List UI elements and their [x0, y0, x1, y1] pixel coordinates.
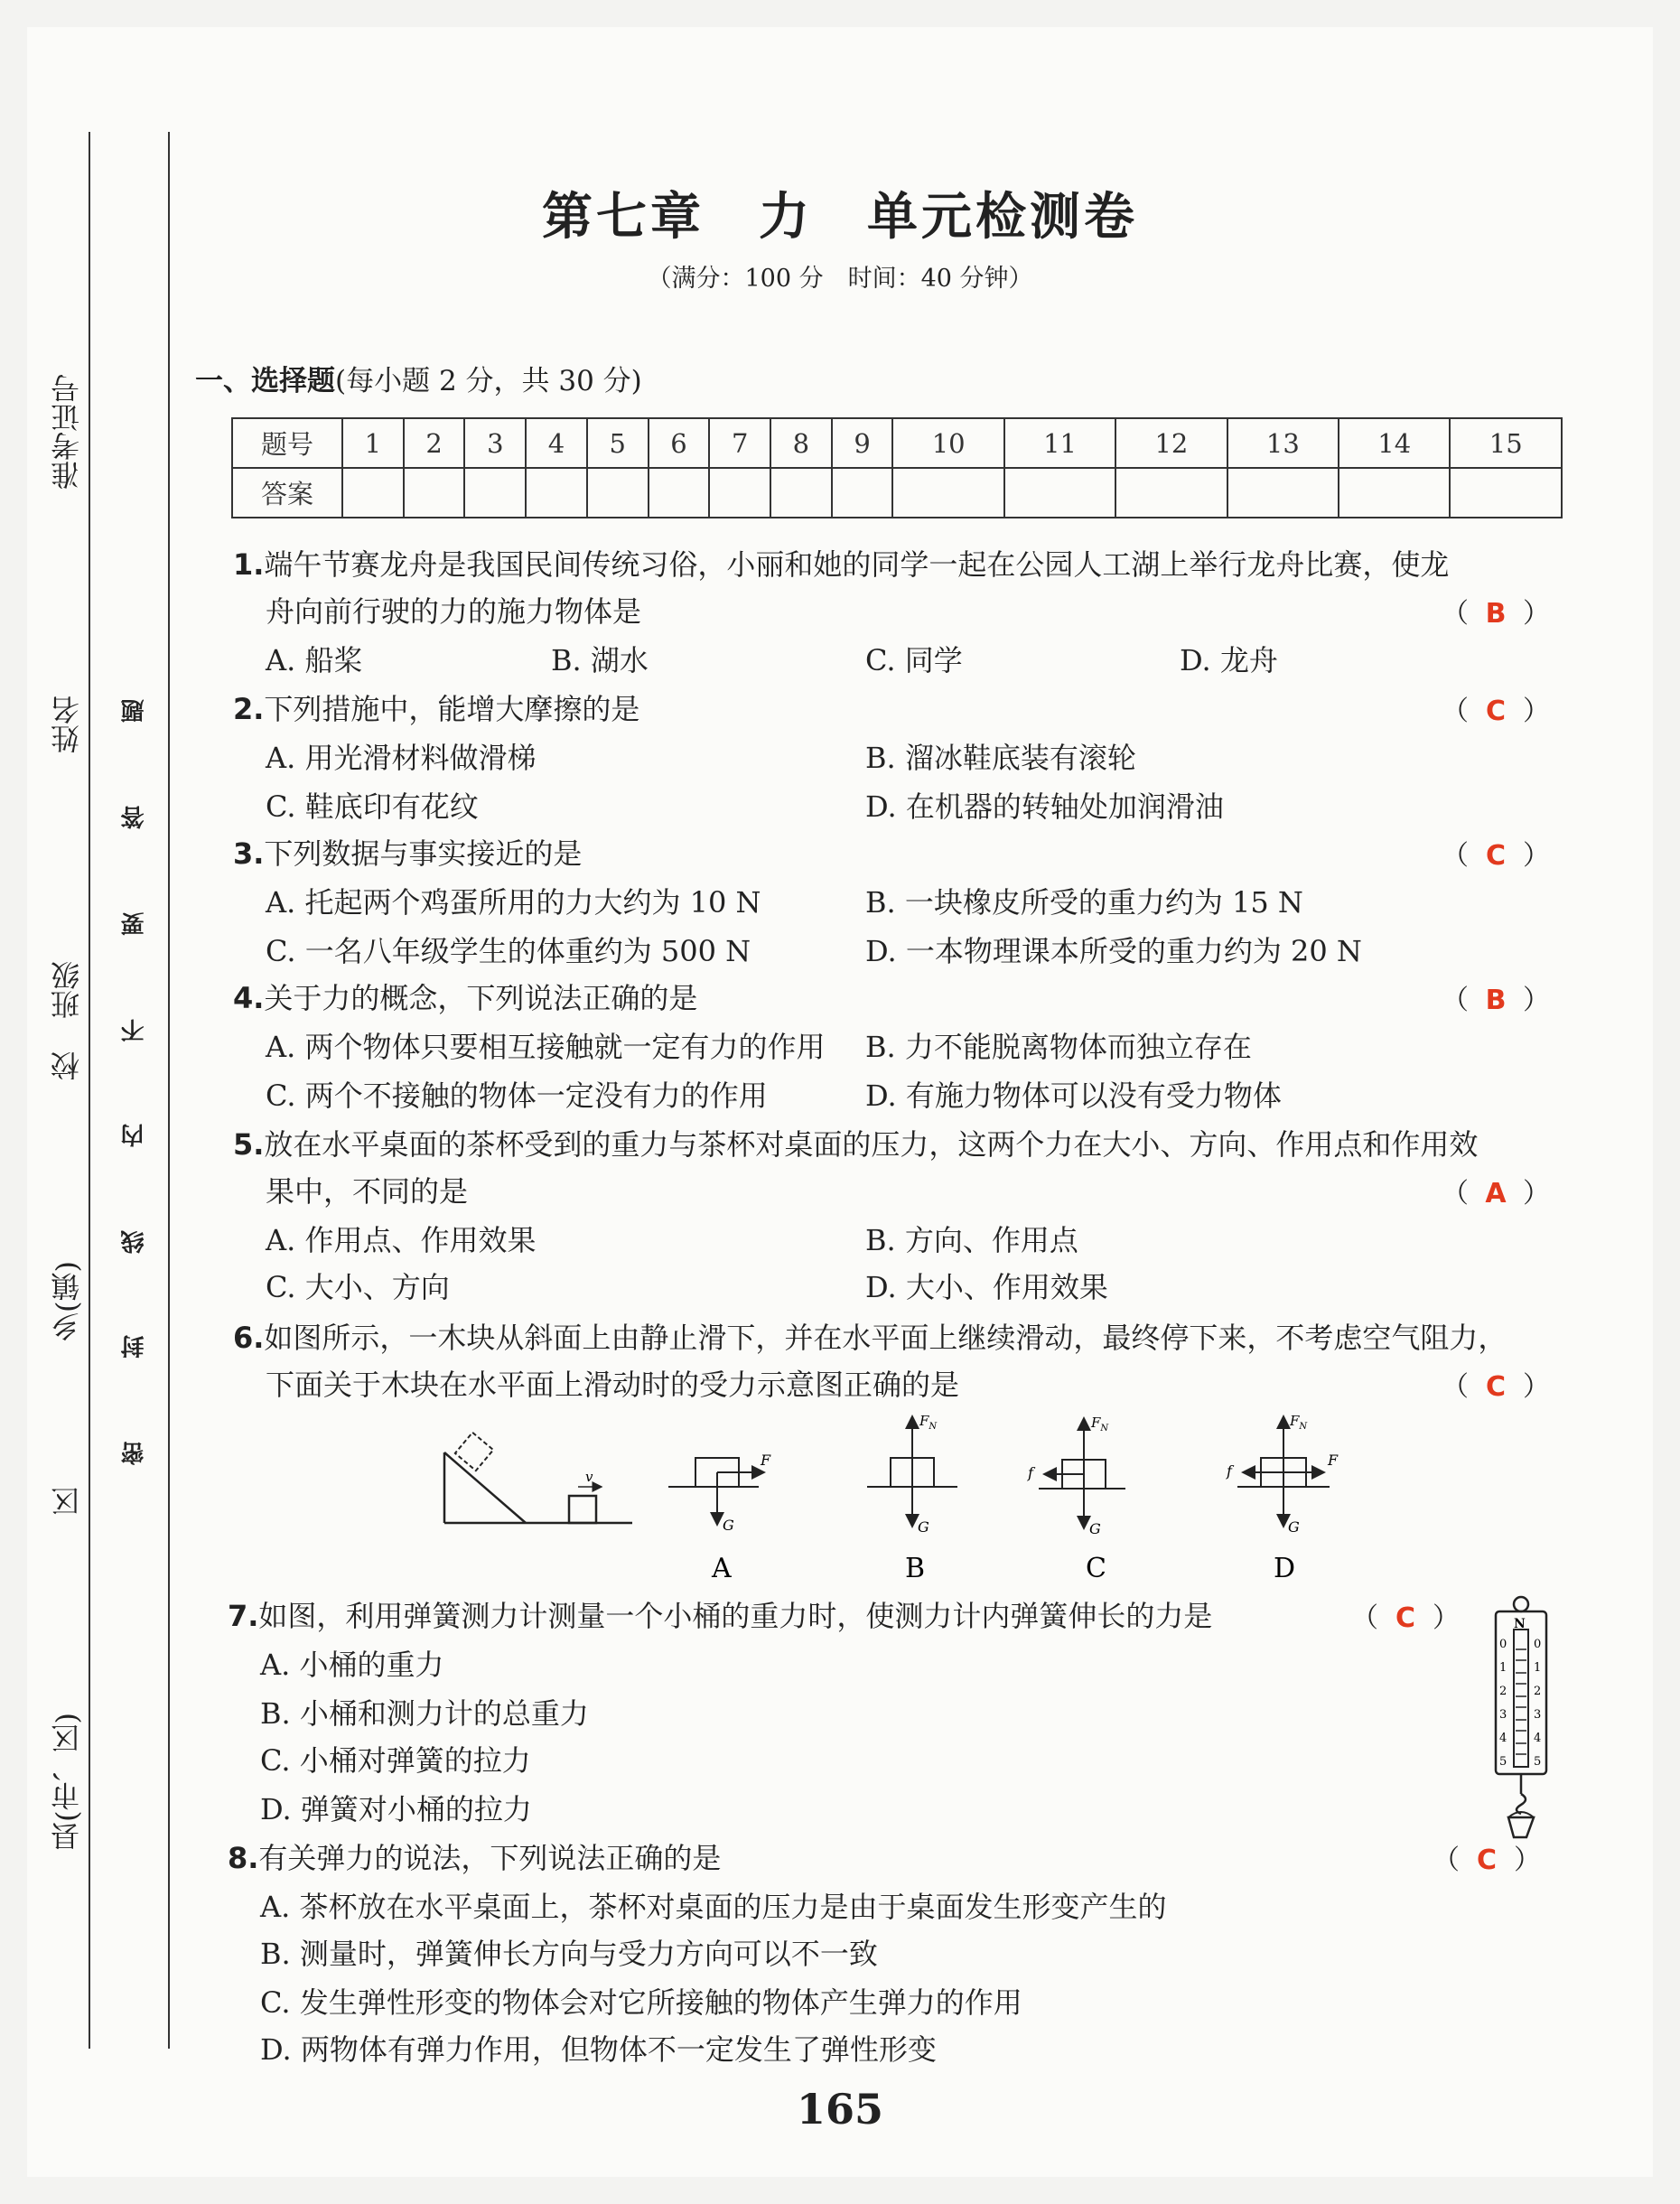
option[interactable]: C. 小桶对弹簧的拉力 — [260, 1743, 531, 1778]
question-number: 4. — [233, 981, 265, 1015]
question-text: 如图所示，一木块从斜面上由静止滑下，并在水平面上继续滑动，最终停下来，不考虑空气阻力， — [264, 1321, 1507, 1355]
option[interactable]: D. 在机器的转轴处加润滑油 — [865, 789, 1224, 824]
question-6-answer: （ C ） — [1442, 1371, 1550, 1403]
table-number-cell: 4 — [526, 418, 587, 468]
question-1-answer: （ B ） — [1442, 598, 1550, 630]
seal-char: 内 — [121, 1124, 148, 1147]
table-number-cell: 11 — [1004, 418, 1115, 468]
option[interactable]: D. 两物体有弹力作用，但物体不一定发生了弹性形变 — [260, 2032, 937, 2067]
table-number-cell: 15 — [1450, 418, 1562, 468]
question-5-answer: （ A ） — [1442, 1178, 1550, 1209]
table-number-cell: 9 — [832, 418, 893, 468]
force-diagram-a — [668, 1452, 771, 1584]
option[interactable]: A. 用光滑材料做滑梯 — [266, 741, 537, 775]
question-text: 放在水平桌面的茶杯受到的重力与茶杯对桌面的压力，这两个力在大小、方向、作用点和作用效 — [264, 1127, 1479, 1162]
question-6-stem-cont: 下面关于木块在水平面上滑动时的受力示意图正确的是 — [266, 1368, 960, 1402]
question-number: 3. — [233, 836, 265, 871]
seal-char: 不 — [121, 1019, 148, 1042]
option[interactable]: B. 溜冰鞋底装有滚轮 — [865, 741, 1136, 775]
answer-letter: C — [1485, 840, 1507, 872]
tick-label: 4 — [1499, 1732, 1507, 1745]
table-number-cell: 8 — [770, 418, 832, 468]
gravity-label: G — [723, 1517, 734, 1534]
question-2-stem — [233, 686, 639, 728]
table-number-cell: 3 — [464, 418, 526, 468]
question-7-stem — [228, 1593, 1212, 1635]
option[interactable]: B. 小桶和测力计的总重力 — [260, 1696, 589, 1731]
figure-option-d: D — [1274, 1553, 1296, 1584]
answer-cell[interactable] — [526, 468, 587, 518]
option[interactable]: A. 小桶的重力 — [260, 1648, 444, 1682]
tick-label: 4 — [1534, 1732, 1542, 1745]
question-number: 6. — [233, 1321, 265, 1355]
option[interactable]: B. 方向、作用点 — [865, 1223, 1078, 1257]
friction-label: f — [1227, 1462, 1232, 1480]
force-label: F — [1328, 1452, 1339, 1469]
field-name: 姓名 — [50, 696, 84, 753]
table-number-cell: 12 — [1115, 418, 1227, 468]
question-3-stem — [233, 831, 582, 873]
question-1-stem — [233, 542, 1449, 584]
page-number: 165 — [796, 2085, 884, 2134]
force-diagram-c — [1027, 1415, 1125, 1584]
tick-label: 1 — [1534, 1661, 1542, 1675]
question-text: 如图，利用弹簧测力计测量一个小桶的重力时，使测力计内弹簧伸长的力是 — [258, 1599, 1213, 1633]
gravity-label: G — [1288, 1518, 1300, 1536]
normal-force-label: $F_N$ — [919, 1413, 938, 1432]
question-text: 端午节赛龙舟是我国民间传统习俗，小丽和她的同学一起在公园人工湖上举行龙舟比赛，使龙 — [264, 547, 1450, 582]
tick-label: 5 — [1534, 1755, 1542, 1769]
figure-option-a: A — [712, 1553, 732, 1584]
answer-cell[interactable] — [342, 468, 404, 518]
seal-char: 线 — [121, 1230, 148, 1254]
force-label: F — [761, 1452, 771, 1469]
section-note: (每小题 2 分，共 30 分) — [335, 365, 642, 397]
option[interactable]: A. 托起两个鸡蛋所用的力大约为 10 N — [266, 885, 761, 920]
answer-letter: C — [1476, 1844, 1498, 1876]
answer-cell[interactable] — [892, 468, 1003, 518]
table-number-cell: 13 — [1227, 418, 1339, 468]
answer-table-answer-row — [232, 468, 1562, 518]
table-number-cell: 14 — [1339, 418, 1450, 468]
gravity-label: G — [1089, 1520, 1101, 1537]
tick-label: 3 — [1534, 1708, 1542, 1722]
option[interactable]: C. 发生弹性形变的物体会对它所接触的物体产生弹力的作用 — [260, 1985, 1022, 2020]
answer-table — [231, 417, 1563, 518]
field-class: 班级 — [50, 961, 84, 1019]
answer-cell[interactable] — [1004, 468, 1115, 518]
answer-cell[interactable] — [404, 468, 465, 518]
seal-char: 密 — [121, 1442, 148, 1465]
tick-label: 2 — [1499, 1685, 1507, 1698]
question-3-answer: （ C ） — [1442, 840, 1550, 872]
option[interactable]: C. 鞋底印有花纹 — [266, 789, 479, 824]
question-4-answer: （ B ） — [1442, 985, 1550, 1016]
option[interactable]: A. 船桨 — [266, 643, 363, 677]
tick-label: 0 — [1499, 1638, 1507, 1651]
tick-label: 3 — [1499, 1708, 1507, 1722]
option[interactable]: C. 大小、方向 — [266, 1270, 450, 1304]
seal-char: 题 — [121, 699, 148, 723]
margin-rule-outer — [89, 132, 90, 2049]
answer-cell[interactable] — [709, 468, 770, 518]
incline-figure — [444, 1433, 632, 1523]
section-heading — [195, 358, 642, 398]
question-text: 下列措施中，能增大摩擦的是 — [264, 692, 640, 726]
question-5-stem-cont: 果中，不同的是 — [266, 1174, 469, 1209]
question-8-stem — [228, 1835, 721, 1877]
unit-mark: N — [1514, 1617, 1526, 1631]
answer-letter: B — [1485, 985, 1507, 1016]
exam-info: （满分：100 分 时间：40 分钟） — [647, 265, 1033, 293]
friction-label: f — [1028, 1464, 1033, 1481]
question-4-stem — [233, 976, 697, 1017]
force-diagram-d — [1226, 1413, 1339, 1584]
field-county: 县(市、区) — [50, 1713, 84, 1851]
question-text: 下列数据与事实接近的是 — [264, 836, 583, 871]
field-school: 校 — [50, 1051, 84, 1080]
option[interactable]: D. 龙舟 — [1180, 643, 1278, 677]
question-number: 8. — [228, 1841, 259, 1875]
answer-cell[interactable] — [1450, 468, 1562, 518]
scale-tick-labels — [1499, 1638, 1541, 1769]
answer-cell[interactable] — [770, 468, 832, 518]
page-title: 第七章 力 单元检测卷 — [542, 188, 1138, 247]
tick-label: 0 — [1534, 1638, 1542, 1651]
seal-char: 答 — [121, 806, 148, 829]
table-number-cell: 7 — [709, 418, 770, 468]
option[interactable]: B. 力不能脱离物体而独立存在 — [865, 1030, 1252, 1064]
normal-force-label: $F_N$ — [1290, 1413, 1308, 1432]
tick-label: 1 — [1499, 1661, 1507, 1675]
section-title: 一、选择题 — [195, 365, 335, 397]
answer-cell[interactable] — [649, 468, 710, 518]
table-number-cell: 10 — [892, 418, 1003, 468]
table-label-answer: 答案 — [232, 468, 342, 518]
answer-letter: C — [1485, 696, 1507, 727]
tick-label: 2 — [1534, 1685, 1542, 1698]
velocity-label: v — [585, 1469, 593, 1485]
table-label-number: 题号 — [232, 418, 342, 468]
answer-cell[interactable] — [832, 468, 893, 518]
option[interactable]: B. 测量时，弹簧伸长方向与受力方向可以不一致 — [260, 1937, 878, 1971]
option[interactable]: D. 弹簧对小桶的拉力 — [260, 1792, 532, 1826]
field-township: 乡(镇) — [50, 1261, 84, 1341]
question-number: 1. — [233, 547, 265, 582]
answer-cell[interactable] — [1115, 468, 1227, 518]
tick-label: 5 — [1499, 1755, 1507, 1769]
option[interactable]: C. 两个不接触的物体一定没有力的作用 — [266, 1079, 768, 1113]
answer-cell[interactable] — [1339, 468, 1450, 518]
option[interactable]: A. 茶杯放在水平桌面上，茶杯对桌面的压力是由于桌面发生形变产生的 — [260, 1890, 1167, 1924]
question-6-figure — [425, 1406, 1382, 1586]
option[interactable]: A. 作用点、作用效果 — [266, 1223, 537, 1257]
answer-letter: A — [1485, 1178, 1507, 1209]
spring-scale-figure — [1481, 1595, 1563, 1839]
question-5-stem — [233, 1122, 1478, 1163]
question-1-stem-cont: 舟向前行驶的力的施力物体是 — [266, 594, 642, 629]
question-text: 有关弹力的说法，下列说法正确的是 — [258, 1841, 722, 1875]
answer-letter: B — [1485, 598, 1507, 630]
field-exam-id: 准考证号 — [50, 374, 84, 490]
answer-cell[interactable] — [464, 468, 526, 518]
answer-letter: C — [1395, 1602, 1416, 1634]
question-8-answer: （ C ） — [1433, 1844, 1541, 1876]
table-number-cell: 6 — [649, 418, 710, 468]
option[interactable]: B. 湖水 — [551, 643, 649, 677]
gravity-label: G — [918, 1518, 929, 1536]
seal-char: 要 — [121, 912, 148, 936]
normal-force-label: $F_N$ — [1091, 1415, 1109, 1434]
seal-char: 封 — [121, 1335, 148, 1359]
question-6-stem — [233, 1315, 1507, 1357]
answer-table-header-row — [232, 418, 1562, 468]
margin-rule-inner — [168, 132, 170, 2049]
option[interactable]: D. 有施力物体可以没有受力物体 — [865, 1079, 1282, 1113]
question-number: 5. — [233, 1127, 265, 1162]
option[interactable]: D. 一本物理课本所受的重力约为 20 N — [865, 934, 1362, 968]
question-2-answer: （ C ） — [1442, 696, 1550, 727]
field-district: 区 — [50, 1487, 84, 1516]
question-7-answer: （ C ） — [1351, 1602, 1460, 1634]
option[interactable]: B. 一块橡皮所受的重力约为 15 N — [865, 885, 1303, 920]
table-number-cell: 5 — [587, 418, 649, 468]
option[interactable]: A. 两个物体只要相互接触就一定有力的作用 — [266, 1030, 826, 1064]
option[interactable]: C. 同学 — [865, 643, 963, 677]
table-number-cell: 1 — [342, 418, 404, 468]
answer-cell[interactable] — [1227, 468, 1339, 518]
figure-option-b: B — [905, 1553, 926, 1584]
force-diagram-b — [867, 1413, 957, 1584]
option[interactable]: D. 大小、作用效果 — [865, 1270, 1108, 1304]
table-number-cell: 2 — [404, 418, 465, 468]
question-number: 7. — [228, 1599, 259, 1633]
option[interactable]: C. 一名八年级学生的体重约为 500 N — [266, 934, 751, 968]
answer-letter: C — [1485, 1371, 1507, 1403]
question-number: 2. — [233, 692, 265, 726]
question-text: 关于力的概念，下列说法正确的是 — [264, 981, 698, 1015]
answer-cell[interactable] — [587, 468, 649, 518]
figure-option-c: C — [1086, 1553, 1106, 1584]
